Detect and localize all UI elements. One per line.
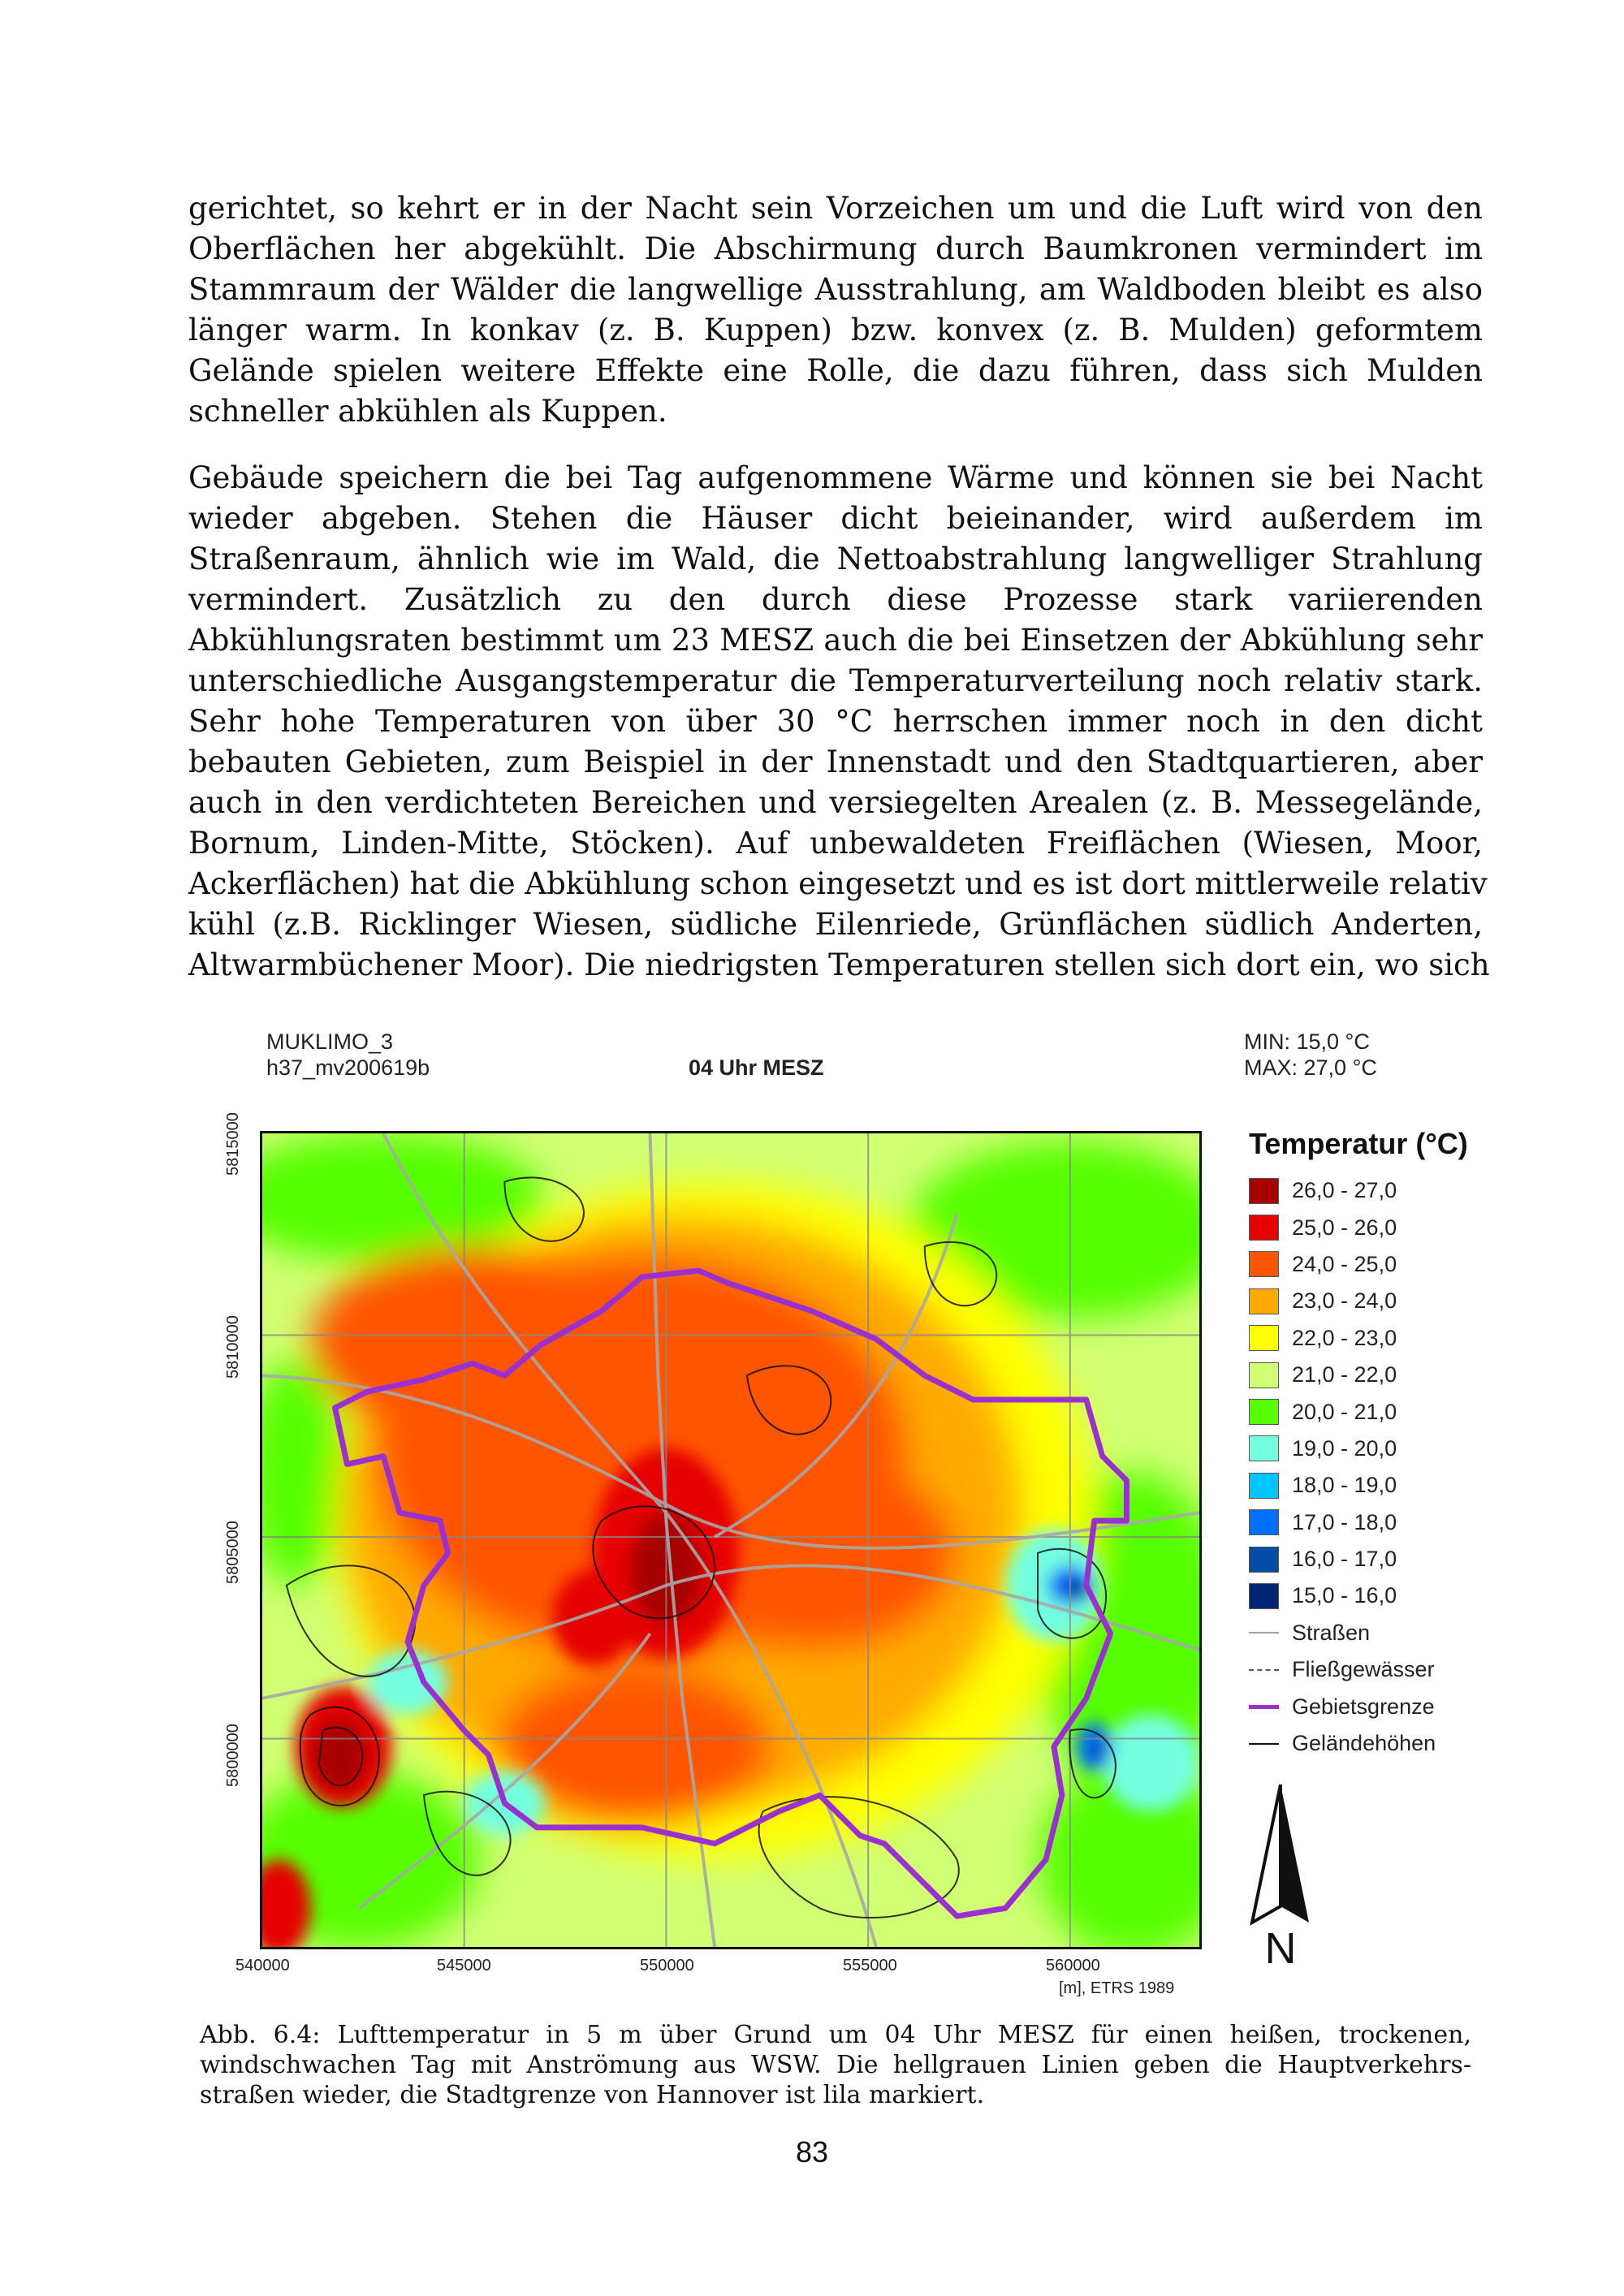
legend-swatch	[1249, 1215, 1279, 1241]
north-arrow-icon	[1236, 1785, 1325, 1971]
legend-class-label: 19,0 - 20,0	[1292, 1435, 1397, 1461]
legend-class-label: 18,0 - 19,0	[1292, 1473, 1397, 1498]
legend-line-row	[1249, 1651, 1492, 1688]
legend-line-symbol	[1249, 1731, 1279, 1757]
crs-label: [m], ETRS 1989	[1059, 1979, 1175, 1997]
text-line: Abkühlungsraten bestimmt um 23 MESZ auch die bei Einsetzen der Abkühlung sehr	[188, 623, 1483, 658]
legend-class-row	[1249, 1357, 1492, 1393]
text-line: Gebäude speichern die bei Tag aufgenommene Wärme und können sie bei Nacht	[188, 460, 1483, 495]
text-line: wieder abgeben. Stehen die Häuser dicht beieinander, wird außerdem im	[188, 501, 1483, 536]
temperature-map-canvas	[262, 1133, 1199, 1947]
legend-class-label: 21,0 - 22,0	[1292, 1362, 1397, 1388]
legend-class-label: 20,0 - 21,0	[1292, 1399, 1397, 1424]
legend-swatch	[1249, 1509, 1279, 1535]
legend-line-label: Fließgewässer	[1292, 1657, 1435, 1682]
figure-caption	[200, 2020, 1471, 2110]
legend-class-label: 24,0 - 25,0	[1292, 1251, 1397, 1276]
legend-line-label: Straßen	[1292, 1620, 1371, 1645]
legend-title: Temperatur (°C)	[1249, 1127, 1468, 1160]
legend-swatch	[1249, 1362, 1279, 1388]
min-label: MIN: 15,0 °C	[1244, 1029, 1370, 1054]
legend-class-row	[1249, 1431, 1492, 1467]
legend-class-label: 25,0 - 26,0	[1292, 1215, 1397, 1240]
legend-swatch	[1249, 1399, 1279, 1425]
time-label: 04 Uhr MESZ	[689, 1055, 824, 1080]
legend-classes	[1249, 1172, 1492, 1615]
legend-line-row	[1249, 1725, 1492, 1762]
legend-class-row	[1249, 1209, 1492, 1245]
legend-swatch	[1249, 1251, 1279, 1277]
legend-lines	[1249, 1615, 1492, 1763]
text-line: schneller abkühlen als Kuppen.	[188, 394, 667, 429]
legend-swatch	[1249, 1178, 1279, 1204]
legend-line-symbol	[1249, 1694, 1279, 1720]
legend-class-row	[1249, 1577, 1492, 1614]
legend-class-row	[1249, 1246, 1492, 1283]
legend-swatch	[1249, 1325, 1279, 1351]
legend-line-label: Gebietsgrenze	[1292, 1694, 1435, 1719]
text-line: Gelände spielen weitere Effekte eine Rolle, die dazu führen, dass sich Mulden	[188, 353, 1483, 388]
legend-class-label: 15,0 - 16,0	[1292, 1583, 1397, 1608]
y-tick-label: 5810000	[224, 1315, 242, 1379]
legend-class-label: 23,0 - 24,0	[1292, 1288, 1397, 1314]
x-tick-label: 540000	[235, 1957, 290, 1974]
legend-class-row	[1249, 1393, 1492, 1430]
text-line: Ackerflächen) hat die Abkühlung schon eingesetzt und es ist dort mittlerweile relativ	[188, 866, 1488, 901]
legend-class-row	[1249, 1504, 1492, 1541]
temperature-map	[260, 1131, 1202, 1949]
legend-class-row	[1249, 1320, 1492, 1357]
legend-class-label: 16,0 - 17,0	[1292, 1547, 1397, 1572]
north-label: N	[1264, 1924, 1297, 1971]
temperature-map-figure	[219, 1029, 1486, 2012]
legend-swatch	[1249, 1288, 1279, 1314]
y-tick-label: 5800000	[224, 1724, 242, 1787]
map-legend	[1249, 1127, 1492, 1762]
legend-class-row	[1249, 1467, 1492, 1504]
legend-swatch	[1249, 1583, 1279, 1609]
model-label: MUKLIMO_3	[266, 1029, 394, 1054]
paragraph-1	[188, 188, 1483, 432]
text-line: Oberflächen her abgekühlt. Die Abschirmung durch Baumkronen vermindert im	[188, 231, 1483, 266]
caption-line: windschwachen Tag mit Anströmung aus WSW. Die hellgrauen Linien geben die Hauptverkehrs-	[200, 2051, 1471, 2079]
legend-class-row	[1249, 1541, 1492, 1577]
legend-class-row	[1249, 1172, 1492, 1209]
text-line: Straßenraum, ähnlich wie im Wald, die Nettoabstrahlung langwelliger Strahlung	[188, 542, 1483, 576]
legend-class-label: 17,0 - 18,0	[1292, 1509, 1397, 1534]
legend-line-row	[1249, 1615, 1492, 1651]
legend-line-label: Geländehöhen	[1292, 1731, 1436, 1756]
y-tick-label: 5815000	[224, 1112, 242, 1176]
x-tick-label: 555000	[843, 1957, 897, 1974]
legend-line-symbol	[1249, 1620, 1279, 1646]
caption-line: straßen wieder, die Stadtgrenze von Hannover ist lila markiert.	[200, 2081, 985, 2109]
text-line: Altwarmbüchener Moor). Die niedrigsten Temperaturen stellen sich dort ein, wo sich	[188, 947, 1490, 982]
text-line: auch in den verdichteten Bereichen und versiegelten Arealen (z. B. Messegelände,	[188, 785, 1483, 820]
y-tick-label: 5805000	[224, 1521, 242, 1584]
legend-class-row	[1249, 1283, 1492, 1319]
max-label: MAX: 27,0 °C	[1244, 1055, 1377, 1080]
text-line: kühl (z.B. Ricklinger Wiesen, südliche Eilenriede, Grünflächen südlich Anderten,	[188, 907, 1483, 942]
paragraph-2	[188, 458, 1490, 986]
text-line: länger warm. In konkav (z. B. Kuppen) bzw. konvex (z. B. Mulden) geformtem	[188, 313, 1483, 347]
text-line: bebauten Gebieten, zum Beispiel in der Innenstadt und den Stadtquartieren, aber	[188, 744, 1483, 779]
legend-swatch	[1249, 1435, 1279, 1461]
legend-line-symbol	[1249, 1657, 1279, 1683]
text-line: Bornum, Linden-Mitte, Stöcken). Auf unbewaldeten Freiflächen (Wiesen, Moor,	[188, 826, 1483, 861]
caption-line: Abb. 6.4: Lufttemperatur in 5 m über Grund um 04 Uhr MESZ für einen heißen, trockenen,	[200, 2021, 1471, 2049]
text-line: vermindert. Zusätzlich zu den durch diese Prozesse stark variierenden	[188, 582, 1483, 617]
legend-line-row	[1249, 1688, 1492, 1724]
text-line: gerichtet, so kehrt er in der Nacht sein Vorzeichen um und die Luft wird von den	[188, 191, 1483, 226]
legend-class-label: 26,0 - 27,0	[1292, 1178, 1397, 1203]
x-tick-label: 545000	[437, 1957, 491, 1974]
page-number: 83	[795, 2135, 829, 2169]
text-line: Stammraum der Wälder die langwellige Ausstrahlung, am Waldboden bleibt es also	[188, 272, 1483, 307]
legend-swatch	[1249, 1547, 1279, 1573]
run-id-label: h37_mv200619b	[266, 1055, 430, 1080]
x-tick-label: 550000	[640, 1957, 694, 1974]
text-line: unterschiedliche Ausgangstemperatur die Temperaturverteilung noch relativ stark.	[188, 663, 1483, 698]
legend-class-label: 22,0 - 23,0	[1292, 1325, 1397, 1350]
legend-swatch	[1249, 1473, 1279, 1499]
x-tick-label: 560000	[1046, 1957, 1100, 1974]
text-line: Sehr hohe Temperaturen von über 30 °C herrschen immer noch in den dicht	[188, 704, 1483, 739]
